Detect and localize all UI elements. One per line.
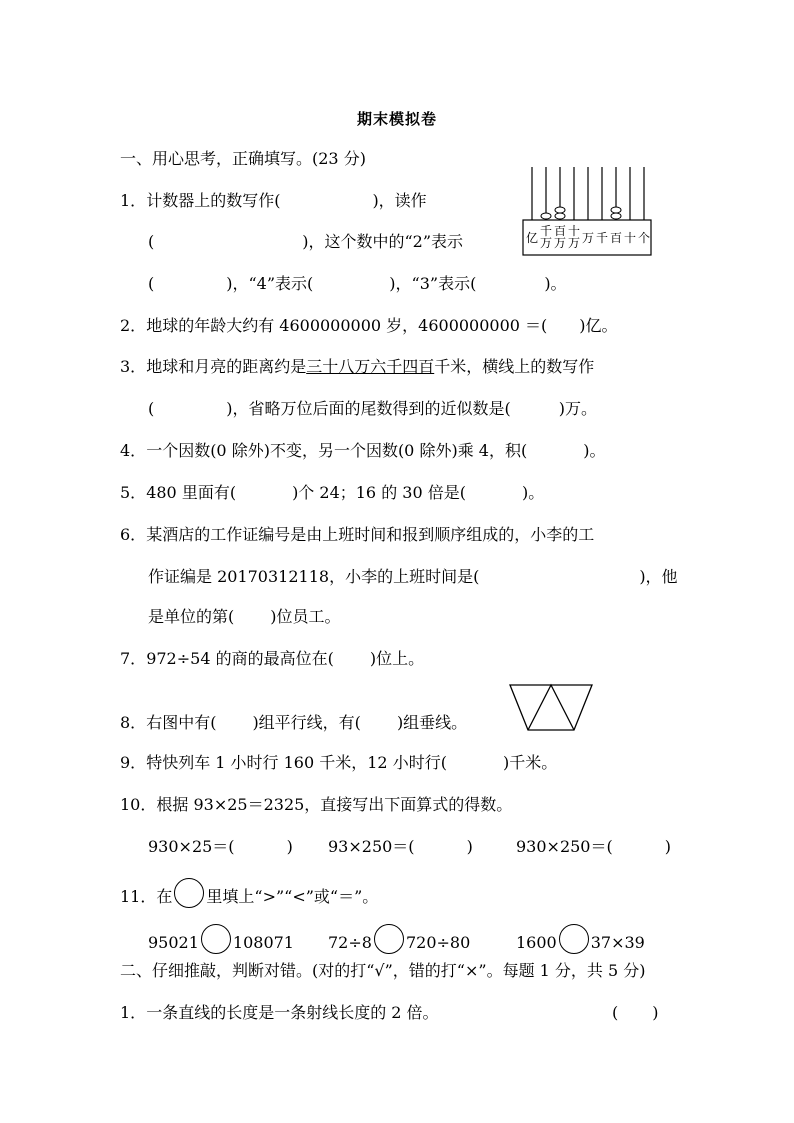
question-6-line-1: 6．某酒店的工作证编号是由上班时间和报到顺序组成的，小李的工	[120, 525, 595, 544]
abacus-bead	[611, 207, 621, 213]
comparison-circle[interactable]	[559, 924, 589, 954]
section1-heading: 一、用心思考，正确填写。(23 分)	[120, 149, 366, 168]
question-10-expr-2: 93×250＝( )	[328, 837, 473, 856]
circle-blank-icon	[174, 878, 204, 908]
question-10-expr-3: 930×250＝( )	[516, 837, 671, 856]
comparison-item-3: 1600 37×39	[516, 924, 645, 954]
question-7: 7．972÷54 的商的最高位在( )位上。	[120, 649, 425, 668]
question-11: 11．在 里填上“>”“<”或“＝”。	[120, 878, 378, 908]
abacus-label: 千	[539, 224, 553, 238]
abacus-bead	[541, 213, 551, 219]
answer-bracket[interactable]: ( )	[612, 1003, 659, 1022]
question-10: 10．根据 93×25＝2325，直接写出下面算式的得数。	[120, 795, 513, 814]
abacus-label: 万	[539, 236, 553, 250]
abacus-label: 十	[623, 231, 637, 245]
abacus-label: 百	[609, 231, 623, 245]
abacus-label: 百	[553, 224, 567, 238]
question-8: 8．右图中有( )组平行线，有( )组垂线。	[120, 713, 468, 732]
abacus-label: 万	[567, 236, 581, 250]
abacus-label: 万	[581, 231, 595, 245]
abacus-label: 万	[553, 236, 567, 250]
comparison-item-2: 72÷8 720÷80	[328, 924, 470, 954]
page-title: 期末模拟卷	[356, 110, 437, 128]
section2-question-1: 1．一条直线的长度是一条射线长度的 2 倍。	[120, 1003, 439, 1022]
abacus-label: 千	[595, 231, 609, 245]
question-3-line-1: 3．地球和月亮的距离约是三十八万六千四百千米，横线上的数写作	[120, 357, 595, 376]
abacus-figure	[520, 165, 655, 257]
question-1-line-3: ( )，“4”表示( )，“3”表示( )。	[148, 274, 567, 293]
question-4: 4．一个因数(0 除外)不变，另一个因数(0 除外)乘 4，积( )。	[120, 441, 606, 460]
question-6-line-2: 作证编是 20170312118，小李的上班时间是( )，他	[148, 567, 678, 586]
question-9: 9．特快列车 1 小时行 160 千米，12 小时行( )千米。	[120, 753, 558, 772]
comparison-item-1: 95021 108071	[148, 924, 294, 954]
question-6-line-3: 是单位的第( )位员工。	[148, 607, 341, 626]
comparison-circle[interactable]	[201, 924, 231, 954]
abacus-label: 十	[567, 224, 581, 238]
question-5: 5．480 里面有( )个 24；16 的 30 倍是( )。	[120, 483, 545, 502]
abacus-bead	[611, 213, 621, 219]
abacus-label: 亿	[525, 231, 539, 245]
abacus-bead	[555, 213, 565, 219]
question-1-line-1: 1．计数器上的数写作( )，读作	[120, 191, 427, 210]
question-number: 1．	[120, 191, 147, 210]
question-3-line-2: ( )，省略万位后面的尾数得到的近似数是( )万。	[148, 399, 597, 418]
trapezoid-figure	[508, 683, 594, 733]
question-2: 2．地球的年龄大约有 4600000000 岁，4600000000 ＝( )亿。	[120, 316, 618, 335]
question-1-line-2: ( )，这个数中的“2”表示	[148, 232, 464, 251]
section2-heading: 二、仔细推敲，判断对错。(对的打“√”，错的打“×”。每题 1 分，共 5 分)	[120, 961, 646, 980]
underlined-distance: 三十八万六千四百	[306, 357, 435, 376]
comparison-circle[interactable]	[374, 924, 404, 954]
abacus-bead	[555, 207, 565, 213]
abacus-label: 个	[637, 231, 651, 245]
question-10-expr-1: 930×25＝( )	[148, 837, 293, 856]
